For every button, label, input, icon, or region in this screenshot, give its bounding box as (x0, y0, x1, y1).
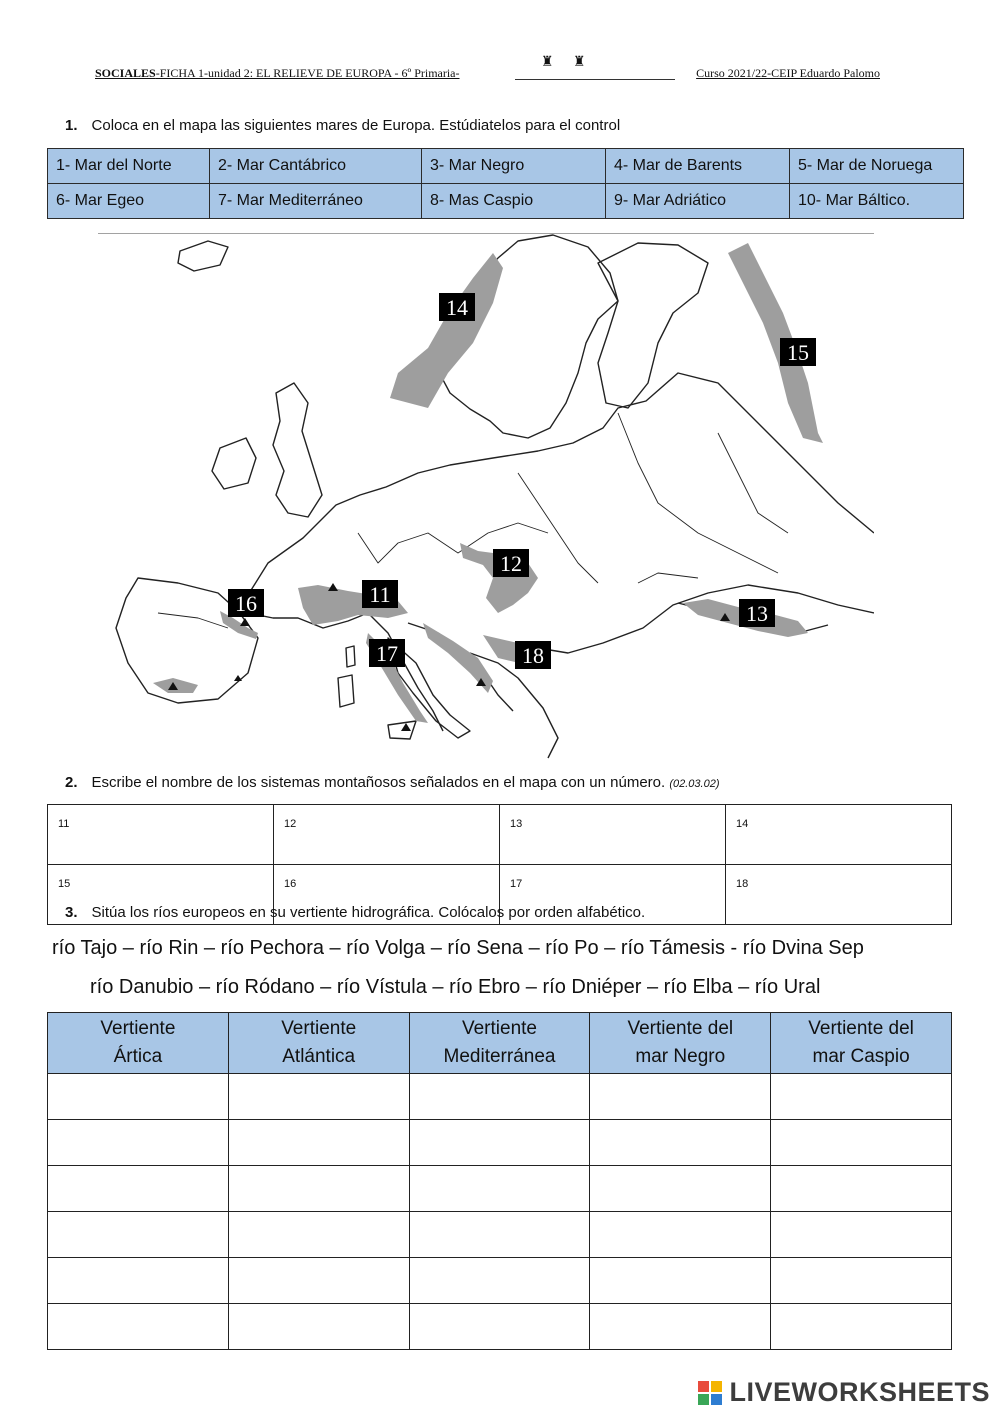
answer-cell[interactable]: 12 (274, 805, 500, 865)
answer-cell[interactable] (48, 1212, 229, 1258)
table-row (48, 184, 964, 219)
answer-cell[interactable] (409, 1304, 590, 1350)
answer-cell[interactable]: 13 (500, 805, 726, 865)
sea-cell: 6- Mar Egeo (48, 184, 210, 219)
sea-cell: 2- Mar Cantábrico (210, 149, 422, 184)
table-row (48, 1212, 952, 1258)
answer-cell[interactable] (228, 1166, 409, 1212)
answer-cell[interactable] (409, 1166, 590, 1212)
answer-cell[interactable] (228, 1304, 409, 1350)
liveworksheets-brand: LIVEWORKSHEETS (729, 1377, 990, 1407)
mountain-range-south-spain (153, 678, 198, 693)
header-mediterranea: Vertiente Mediterránea (409, 1013, 590, 1074)
map-label-11: 11 (369, 582, 391, 607)
question-code: (02.03.02) (669, 778, 720, 790)
seas-table (47, 148, 964, 219)
sea-cell: 3- Mar Negro (422, 149, 606, 184)
answer-cell[interactable] (590, 1304, 771, 1350)
sea-cell: 10- Mar Báltico. (790, 184, 964, 219)
header-mar-negro: Vertiente del mar Negro (590, 1013, 771, 1074)
header-course: Curso 2021/22-CEIP Eduardo Palomo (696, 66, 880, 80)
castle-icon: ♜ (573, 55, 586, 70)
answer-cell[interactable] (228, 1258, 409, 1304)
answer-cell[interactable]: 15 (48, 865, 274, 925)
question-3: 3. Sitúa los ríos europeos en su vertiente hidrográfica. Colócalos por orden alfabético. (65, 904, 646, 921)
castle-icon: ♜ (541, 55, 554, 70)
answer-cell[interactable] (409, 1212, 590, 1258)
answer-cell[interactable]: 17 (500, 865, 726, 925)
header-atlantica: Vertiente Atlántica (228, 1013, 409, 1074)
answer-cell[interactable] (771, 1120, 952, 1166)
answer-cell[interactable] (48, 1074, 229, 1120)
sea-cell: 8- Mas Caspio (422, 184, 606, 219)
answer-cell[interactable] (771, 1166, 952, 1212)
answer-cell[interactable] (48, 1120, 229, 1166)
table-row (48, 1120, 952, 1166)
map-label-12: 12 (500, 551, 522, 576)
table-header-row (48, 1013, 952, 1074)
sea-cell: 9- Mar Adriático (606, 184, 790, 219)
header-subject: SOCIALES (95, 66, 156, 80)
answer-cell[interactable] (409, 1074, 590, 1120)
answer-cell[interactable] (771, 1258, 952, 1304)
watersheds-table (47, 1012, 952, 1350)
peak-icon (240, 618, 250, 626)
europe-map-svg (98, 233, 874, 765)
answer-cell[interactable] (48, 1304, 229, 1350)
answer-cell[interactable]: 18 (726, 865, 952, 925)
question-1: 1. Coloca en el mapa las siguientes mares de Europa. Estúdiatelos para el control (65, 117, 621, 134)
answer-cell[interactable] (228, 1074, 409, 1120)
liveworksheets-logo-icon (698, 1381, 722, 1405)
peak-icon (328, 583, 338, 591)
map-label-13: 13 (746, 601, 768, 626)
table-row (48, 805, 952, 865)
answer-cell[interactable] (409, 1258, 590, 1304)
header-artica: Vertiente Ártica (48, 1013, 229, 1074)
answer-cell[interactable] (590, 1212, 771, 1258)
rivers-list-line-2: río Danubio – río Ródano – río Vístula – río Ebro – río Dniéper – río Elba – río Ural (90, 976, 821, 998)
answer-cell[interactable] (771, 1074, 952, 1120)
mountain-range-14 (390, 253, 503, 408)
table-row (48, 149, 964, 184)
answer-cell[interactable] (228, 1120, 409, 1166)
table-row (48, 1166, 952, 1212)
sea-cell: 4- Mar de Barents (606, 149, 790, 184)
answer-cell[interactable] (409, 1120, 590, 1166)
answer-cell[interactable]: 14 (726, 805, 952, 865)
answer-cell[interactable] (590, 1074, 771, 1120)
map-label-14: 14 (446, 295, 468, 320)
europe-map (98, 233, 874, 765)
map-label-18: 18 (522, 643, 544, 668)
table-row (48, 1258, 952, 1304)
header-rule (515, 79, 675, 80)
question-2: 2. Escribe el nombre de los sistemas montañosos señalados en el mapa con un número. (02.03.02) (65, 774, 720, 791)
table-row (48, 1304, 952, 1350)
answer-cell[interactable] (771, 1212, 952, 1258)
answer-cell[interactable] (590, 1258, 771, 1304)
answer-cell[interactable] (48, 1166, 229, 1212)
sea-cell: 5- Mar de Noruega (790, 149, 964, 184)
sea-cell: 7- Mar Mediterráneo (210, 184, 422, 219)
page-header (95, 55, 880, 84)
peak-icon (401, 723, 411, 731)
answer-cell[interactable] (48, 1258, 229, 1304)
header-mar-caspio: Vertiente del mar Caspio (771, 1013, 952, 1074)
sea-cell: 1- Mar del Norte (48, 149, 210, 184)
map-label-16: 16 (235, 591, 257, 616)
peak-icon (234, 675, 242, 681)
answer-cell[interactable] (228, 1212, 409, 1258)
answer-cell[interactable] (590, 1166, 771, 1212)
answer-cell[interactable] (771, 1304, 952, 1350)
answer-cell[interactable]: 16 (274, 865, 500, 925)
table-row (48, 1074, 952, 1120)
map-label-17: 17 (376, 641, 398, 666)
answer-cell[interactable]: 11 (48, 805, 274, 865)
map-label-15: 15 (787, 340, 809, 365)
answer-cell[interactable] (590, 1120, 771, 1166)
header-title: SOCIALES-FICHA 1-unidad 2: EL RELIEVE DE EUROPA - 6º Primaria- (95, 66, 460, 80)
rivers-list-line-1: río Tajo – río Rin – río Pechora – río Volga – río Sena – río Po – río Támesis - río Dvina Sep (52, 937, 864, 959)
